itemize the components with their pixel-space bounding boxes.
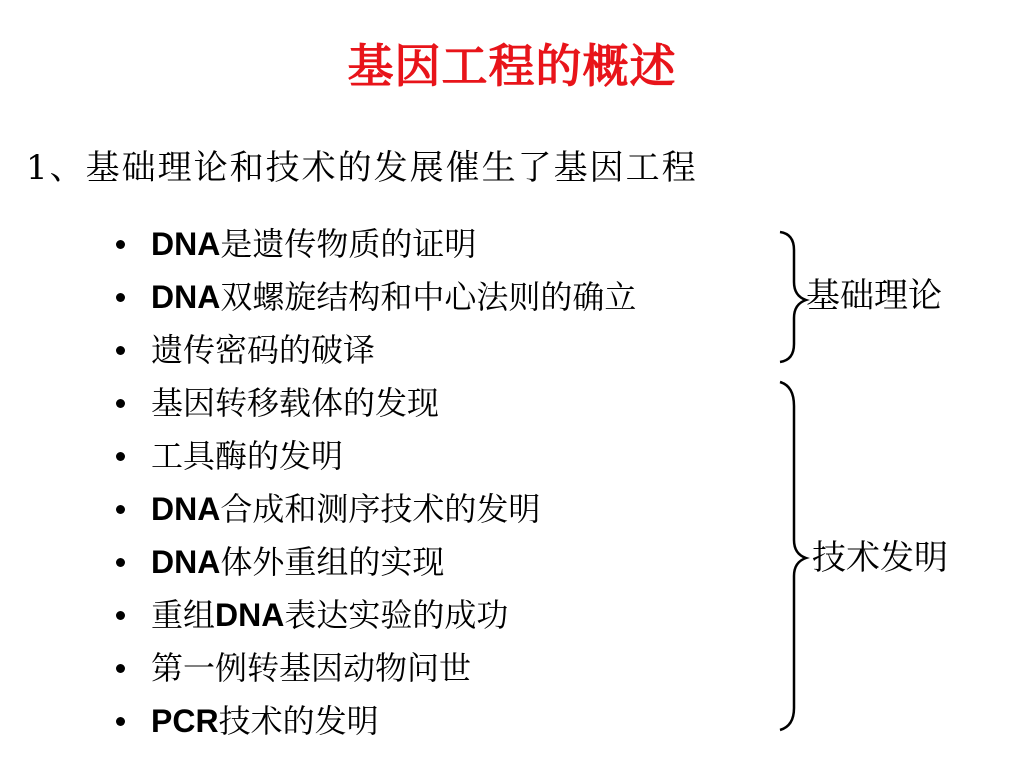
bullet-icon <box>116 558 125 567</box>
theory-group-label: 基础理论 <box>806 276 942 316</box>
bullet-icon <box>116 399 125 408</box>
bullet-icon <box>116 664 125 673</box>
bullet-icon <box>116 346 125 355</box>
list-item: DNA 体外重组的实现 <box>110 536 790 589</box>
technology-brace-icon <box>780 382 806 730</box>
list-item: 基因转移载体的发现 <box>110 377 790 430</box>
bullet-icon <box>116 452 125 461</box>
theory-brace-icon <box>780 232 806 362</box>
list-item: 重组 DNA 表达实验的成功 <box>110 589 790 642</box>
list-item: DNA 合成和测序技术的发明 <box>110 483 790 536</box>
bullet-icon <box>116 717 125 726</box>
list-item: DNA 是遗传物质的证明 <box>110 218 790 271</box>
section-heading: 1、基础理论和技术的发展催生了基因工程 <box>26 148 698 188</box>
page-title: 基因工程的概述 <box>347 39 677 93</box>
bullet-icon <box>116 293 125 302</box>
bullet-icon <box>116 240 125 249</box>
list-item: 工具酶的发明 <box>110 430 790 483</box>
list-item: 遗传密码的破译 <box>110 324 790 377</box>
list-item: PCR 技术的发明 <box>110 695 790 748</box>
bullet-icon <box>116 505 125 514</box>
list-item: 第一例转基因动物问世 <box>110 642 790 695</box>
list-item: DNA 双螺旋结构和中心法则的确立 <box>110 271 790 324</box>
group-braces <box>760 220 810 740</box>
technology-group-label: 技术发明 <box>812 538 948 578</box>
milestone-list <box>110 218 790 748</box>
bullet-icon <box>116 611 125 620</box>
